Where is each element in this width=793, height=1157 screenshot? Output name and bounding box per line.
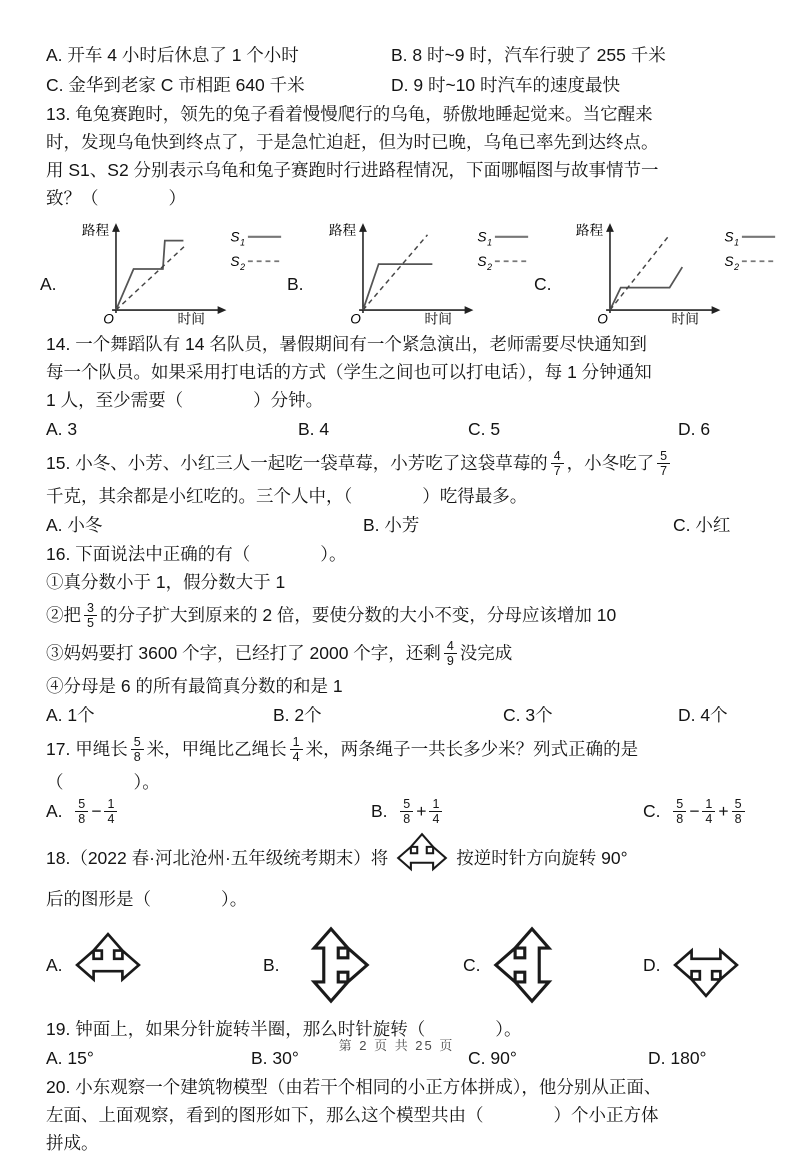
fraction-4-7 (551, 449, 564, 479)
fraction-numerator: 5 (732, 797, 745, 812)
q19-line-1: 19. 钟面上，如果分针旋转半圈，那么时针旋转（ ）。 (46, 1019, 522, 1040)
x-axis-label: 时间 (671, 311, 699, 326)
fraction-numerator: 1 (290, 735, 303, 750)
legend-s1-sub: 1 (487, 237, 492, 248)
legend-s1: S (477, 229, 487, 245)
q17-option-b-label: B. (371, 801, 388, 821)
legend-s2: S (724, 254, 734, 270)
q17-text-pre: 17. 甲绳长 (46, 739, 128, 759)
fraction-numerator: 5 (75, 797, 88, 812)
fraction-numerator: 1 (104, 797, 117, 812)
legend-s1-sub: 1 (734, 237, 739, 248)
q16-options-row (46, 700, 763, 730)
legend-s1-sub: 1 (240, 237, 245, 248)
fraction-numerator: 5 (657, 449, 670, 464)
q13-option-b-label: B. (287, 273, 304, 294)
q14-line-2: 每一个队员。如果采用打电话的方式（学生之间也可以打电话），每 1 分钟通知 (46, 362, 652, 382)
fraction-denominator: 8 (734, 811, 742, 826)
legend-s1: S (230, 229, 240, 245)
q16-item-2 (46, 596, 763, 634)
fraction-denominator: 4 (292, 749, 300, 764)
x-axis-arrowhead (465, 306, 474, 314)
fraction-4-9 (444, 639, 457, 669)
fraction-5-7 (657, 449, 670, 479)
fraction-5-8 (131, 735, 144, 765)
y-axis-label: 路程 (81, 222, 110, 238)
q12-option-d: D. 9 时~10 时汽车的速度最快 (391, 75, 621, 95)
q16-option-d: D. 4个 (678, 705, 728, 725)
q16-item2-pre: ②把 (46, 605, 81, 625)
q17-option-a (46, 796, 371, 827)
q13-option-a-label: A. (40, 273, 57, 294)
distance-time-graph-a (72, 214, 287, 326)
fraction-5-8 (673, 797, 686, 827)
q17-option-c (643, 796, 763, 827)
page-footer: 第 2 页 共 25 页 (338, 1038, 455, 1053)
q18-option-b (263, 924, 463, 1006)
fraction-numerator: 5 (400, 797, 413, 812)
legend-s2-sub: 2 (734, 262, 739, 272)
q12-option-a: A. 开车 4 小时后休息了 1 个小时 (46, 45, 299, 65)
fraction-numerator: 5 (673, 797, 686, 812)
fraction-5-8 (400, 797, 413, 827)
q13-option-c-label: C. (534, 273, 552, 294)
q14-option-a: A. 3 (46, 419, 78, 439)
x-axis-label: 时间 (424, 311, 452, 326)
fraction-denominator: 4 (107, 811, 115, 826)
distance-time-graph-b (319, 214, 534, 326)
tri-arrow-figure-up-left-right (394, 831, 450, 885)
y-axis-label: 路程 (575, 222, 604, 238)
legend-s1: S (724, 229, 734, 245)
tri-arrow-icon-up-down-left (491, 924, 573, 1006)
fraction-numerator: 3 (84, 601, 97, 616)
legend-s2: S (477, 254, 487, 270)
q12-options-row2 (46, 70, 763, 100)
q13-line-2: 时，发现乌龟快到终点了，于是急忙迫赶，但为时已晚，乌龟已率先到达终点。 (46, 132, 659, 152)
q16-item-4: ④分母是 6 的所有最简真分数的和是 1 (46, 676, 343, 696)
q16-item3-pre: ③妈妈要打 3600 个字，已经打了 2000 个字，还剩 (46, 643, 441, 663)
y-axis-arrowhead (112, 223, 120, 232)
series-s2 (116, 245, 186, 310)
q17-text-post: 米，两条绳子一共长多少米？列式正确的是 (305, 739, 639, 759)
origin-label: O (350, 311, 361, 326)
fraction-denominator: 8 (78, 811, 86, 826)
q13-graph-option-b (287, 214, 534, 326)
q13-graph-option-c (534, 214, 781, 326)
q12-option-c: C. 金华到老家 C 市相距 640 千米 (46, 75, 305, 95)
q20-line-1: 20. 小东观察一个建筑物模型（由若干个相同的小正方体拼成），他分别从正面、 (46, 1077, 662, 1098)
q18-option-a (46, 930, 263, 1000)
q15-line-2: 千克，其余都是小红吃的。三个人中，（ ）吃得最多。 (46, 486, 528, 506)
fraction-denominator: 7 (553, 463, 561, 478)
tri-arrow-icon-up-down-right (290, 924, 372, 1006)
origin-label: O (597, 311, 608, 326)
q18-option-c (463, 924, 643, 1006)
fraction-denominator: 8 (133, 749, 141, 764)
q12-options-row1 (46, 40, 763, 70)
q15-text-mid: ，小冬吃了 (566, 453, 655, 473)
fraction-denominator: 4 (432, 811, 440, 826)
q18-line-2: 后的图形是（ ）。 (46, 889, 248, 910)
q15-options-row (46, 510, 763, 540)
q16-item2-post: 的分子扩大到原来的 2 倍，要使分数的大小不变，分母应该增加 10 (99, 605, 617, 625)
q16-line-1: 16. 下面说法中正确的有（ ）。 (46, 544, 347, 564)
fraction-numerator: 4 (444, 639, 457, 654)
q13-graph-option-a (40, 214, 287, 326)
fraction-numerator: 1 (429, 797, 442, 812)
y-axis-label: 路程 (328, 222, 357, 238)
q16-option-c: C. 3个 (503, 705, 553, 725)
q18-options-row (46, 919, 763, 1011)
fraction-denominator: 9 (446, 653, 454, 668)
q17-options-row (46, 796, 763, 827)
q14-option-c: C. 5 (468, 419, 501, 439)
fraction-5-8 (732, 797, 745, 827)
fraction-numerator: 4 (551, 449, 564, 464)
q19-option-d: D. 180° (648, 1048, 707, 1069)
q17-option-b (371, 796, 643, 827)
q12-option-b: B. 8 时~9 时，汽车行驶了 255 千米 (391, 45, 666, 65)
q17-line-2: （ ）。 (46, 772, 160, 792)
x-axis-arrowhead (218, 306, 227, 314)
q18-text-post: 按逆时针方向旋转 90° (456, 848, 628, 869)
series-s1 (610, 267, 682, 310)
q14-option-b: B. 4 (298, 419, 330, 439)
minus-operator: − (689, 801, 700, 821)
q16-item-1: ①真分数小于 1，假分数大于 1 (46, 572, 286, 592)
q18-option-a-label: A. (46, 954, 63, 975)
q15-option-b: B. 小芳 (363, 515, 420, 535)
q17-text-mid: 米，甲绳比乙绳长 (146, 739, 287, 759)
q13-line-4: 致？（ ） (46, 188, 186, 208)
q13-line-3: 用 S1、S2 分别表示乌龟和兔子赛跑时行进路程情况，下面哪幅图与故事情节一 (46, 160, 659, 180)
distance-time-graph-c (566, 214, 781, 326)
q14-line-3: 1 人，至少需要（ ）分钟。 (46, 390, 324, 410)
q15-text-pre: 15. 小冬、小芳、小红三人一起吃一袋草莓，小芳吃了这袋草莓的 (46, 453, 548, 473)
q14-options-row (46, 414, 763, 444)
series-s2 (363, 235, 428, 310)
q17-option-a-label: A. (46, 801, 63, 821)
q18-option-b-label: B. (263, 954, 280, 975)
q16-option-a: A. 1个 (46, 705, 95, 725)
tri-arrow-icon-left-right-down (671, 930, 741, 1000)
q20-line-2: 左面、上面观察，看到的图形如下，那么这个模型共由（ ）个小正方体 (46, 1105, 659, 1126)
series-s1 (363, 264, 432, 310)
x-axis-arrowhead (712, 306, 721, 314)
fraction-1-4 (429, 797, 442, 827)
q17-option-c-label: C. (643, 801, 661, 821)
fraction-5-8 (75, 797, 88, 827)
plus-operator: + (718, 801, 729, 821)
q13-line-1: 13. 龟兔赛跑时，领先的兔子看着慢慢爬行的乌龟，骄傲地睡起觉来。当它醒来 (46, 104, 653, 124)
x-axis-label: 时间 (177, 311, 205, 326)
fraction-1-4 (104, 797, 117, 827)
q16-item3-post: 没完成 (459, 643, 513, 663)
q16-item-3 (46, 634, 763, 672)
q19-option-a: A. 15° (46, 1048, 94, 1069)
q15-option-a: A. 小冬 (46, 515, 103, 535)
q13-graphs-row (40, 214, 763, 326)
fraction-denominator: 4 (705, 811, 713, 826)
q14-option-d: D. 6 (678, 419, 711, 439)
q14-line-1: 14. 一个舞蹈队有 14 名队员，暑假期间有一个紧急演出，老师需要尽快通知到 (46, 334, 647, 354)
fraction-denominator: 8 (676, 811, 684, 826)
q18-option-d-label: D. (643, 954, 661, 975)
q17-line-1 (46, 730, 763, 768)
fraction-1-4 (702, 797, 715, 827)
fraction-numerator: 5 (131, 735, 144, 750)
plus-operator: + (416, 801, 427, 821)
legend-s2-sub: 2 (240, 262, 245, 272)
series-s2 (610, 235, 670, 310)
y-axis-arrowhead (606, 223, 614, 232)
q18-option-d (643, 930, 763, 1000)
q15-option-c: C. 小红 (673, 515, 731, 535)
q18-option-c-label: C. (463, 954, 481, 975)
q16-option-b: B. 2个 (273, 705, 322, 725)
fraction-3-5 (84, 601, 97, 631)
fraction-denominator: 7 (660, 463, 668, 478)
q19-option-c: C. 90° (468, 1048, 517, 1069)
tri-arrow-icon-up-left-right (73, 930, 143, 1000)
q18-text-pre: 18.（2022 春·河北沧州·五年级统考期末）将 (46, 848, 389, 869)
q18-line-1 (46, 831, 763, 885)
fraction-denominator: 5 (87, 615, 94, 630)
q20-line-3: 拼成。 (46, 1133, 99, 1154)
q19-option-b: B. 30° (251, 1048, 299, 1069)
fraction-denominator: 8 (403, 811, 411, 826)
legend-s2: S (230, 254, 240, 270)
series-s1 (116, 241, 183, 310)
y-axis-arrowhead (359, 223, 367, 232)
fraction-numerator: 1 (702, 797, 715, 812)
minus-operator: − (91, 801, 102, 821)
q15-line-1 (46, 444, 763, 482)
legend-s2-sub: 2 (487, 262, 492, 272)
origin-label: O (103, 311, 114, 326)
fraction-1-4 (290, 735, 303, 765)
